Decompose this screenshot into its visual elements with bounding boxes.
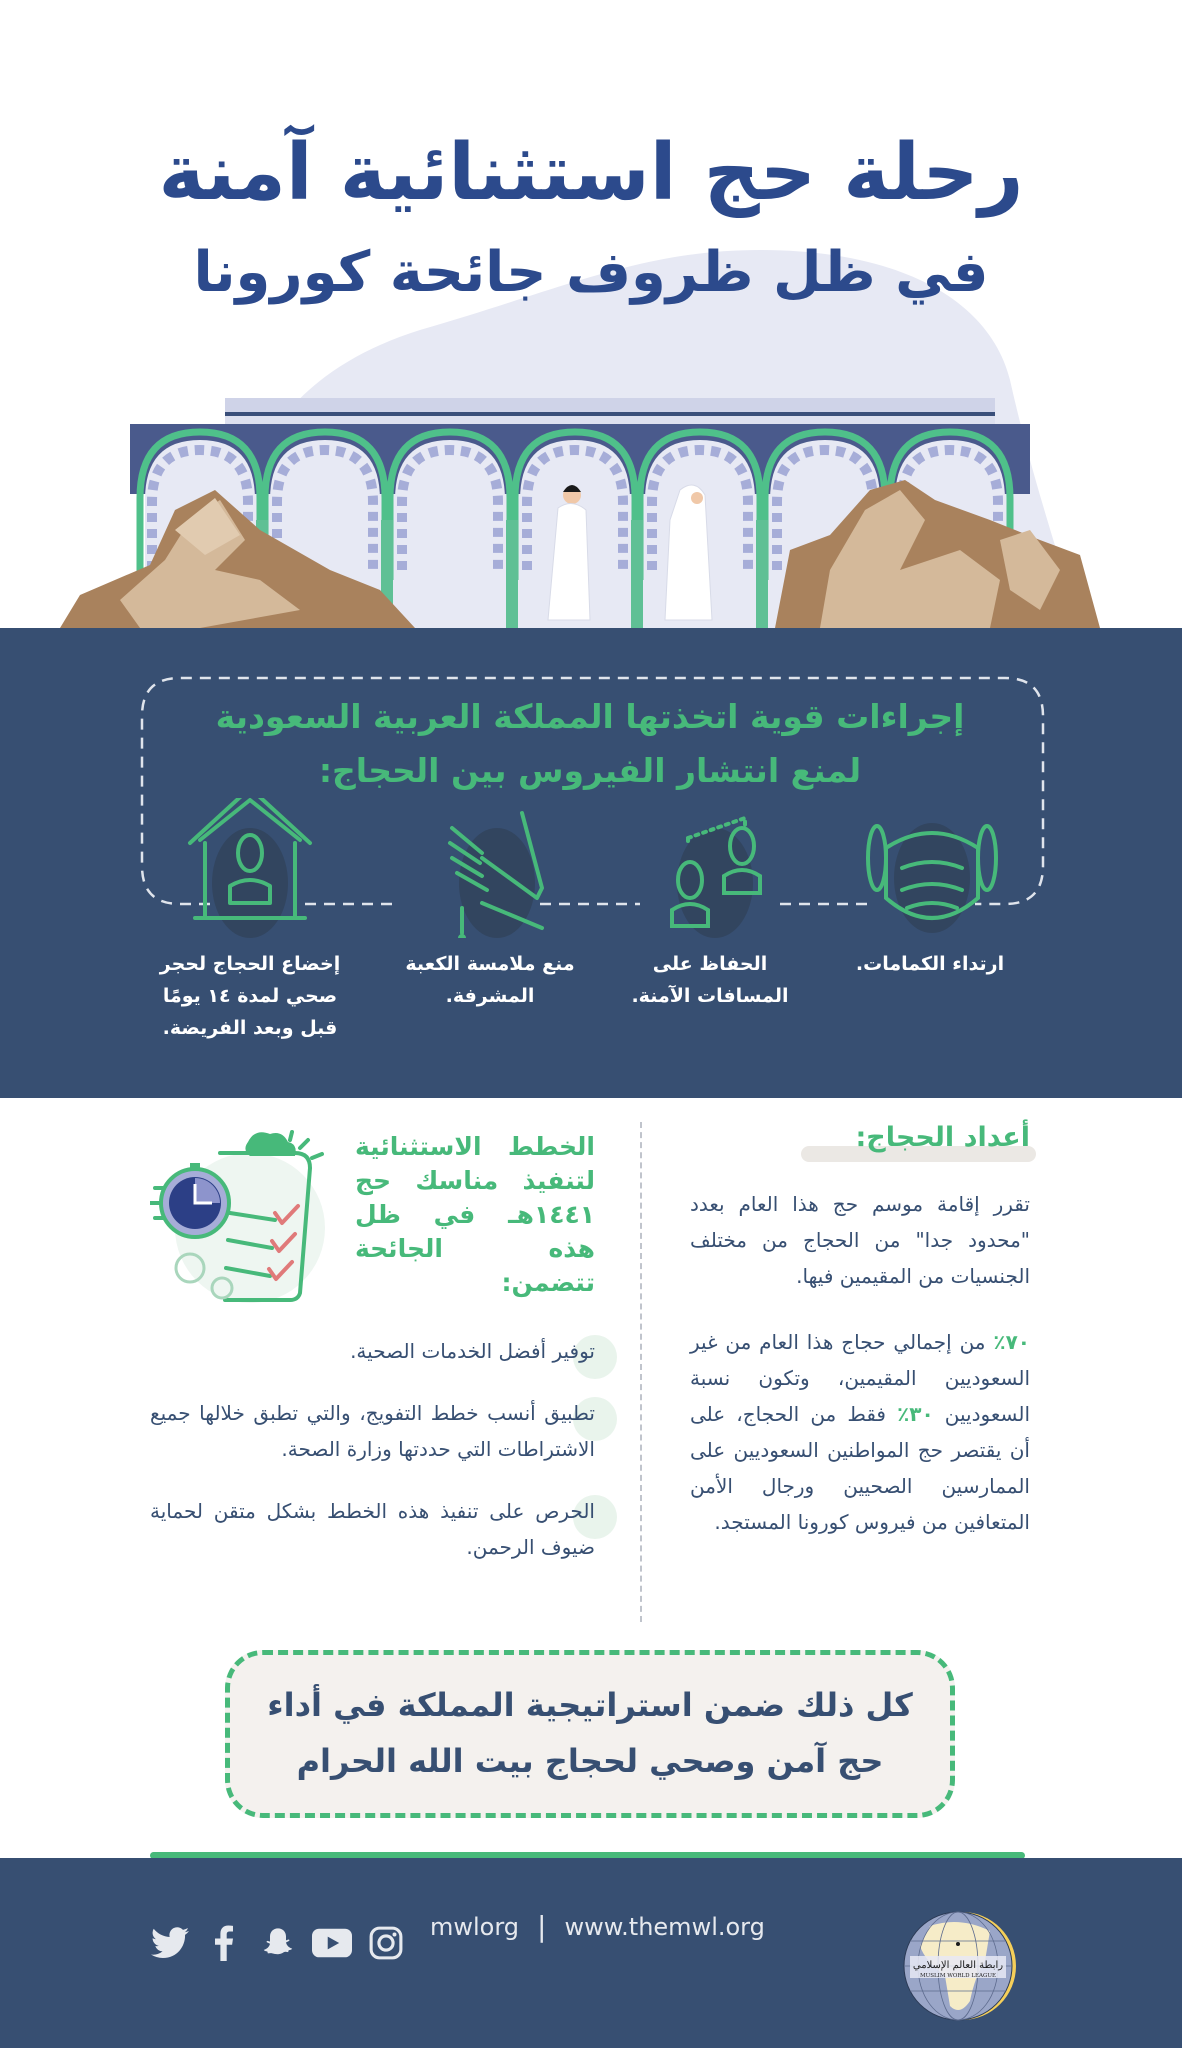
haram-arches-illustration <box>0 370 1182 628</box>
social-distance-icon <box>640 798 780 938</box>
hero-section <box>0 0 1182 628</box>
plan-item: تطبيق أنسب خطط التفويج، والتي تطبق خلالها جميع الاشتراطات التي حددتها وزارة الصحة. <box>150 1395 595 1467</box>
measure-label-no-touch: منع ملامسة الكعبة المشرفة. <box>405 953 575 1007</box>
twitter-icon[interactable] <box>150 1923 190 1963</box>
website-link[interactable]: www.themwl.org <box>564 1912 765 1941</box>
instagram-icon[interactable] <box>366 1923 406 1963</box>
plans-list <box>150 1333 595 1565</box>
face-mask-icon <box>862 798 1002 938</box>
social-links <box>150 1918 406 1968</box>
no-touch-hand-icon <box>422 798 562 938</box>
main-title: رحلة حج استثنائية آمنة <box>158 128 1024 218</box>
measures-heading: إجراءات قوية اتخذتها المملكة العربية السعودية لمنع انتشار الفيروس بين الحجاج: <box>215 697 965 790</box>
subtitle: في ظل ظروف جائحة كورونا <box>193 240 989 305</box>
checklist-stopwatch-illustration <box>150 1128 330 1308</box>
measure-label-quarantine: إخضاع الحجاج لحجر صحي لمدة ١٤ يومًا قبل وبعد الفريضة. <box>159 953 341 1039</box>
separator: | <box>537 1910 547 1943</box>
strategy-callout <box>225 1650 955 1818</box>
social-handle[interactable]: mwlorg <box>430 1912 520 1941</box>
percent-non-saudi: ٧٠٪ <box>993 1330 1030 1354</box>
percent-saudi: ٣٠٪ <box>897 1402 934 1426</box>
measure-label-distance: الحفاظ على المسافات الآمنة. <box>631 953 789 1007</box>
pilgrims-title: أعداد الحجاج: <box>855 1122 1030 1153</box>
pilgrims-title-wrap <box>690 1118 1030 1174</box>
youtube-icon[interactable] <box>312 1923 352 1963</box>
details-section <box>0 1098 1182 1858</box>
muslim-world-league-logo <box>900 1906 1020 2026</box>
plan-item: الحرص على تنفيذ هذه الخطط بشكل متقن لحماية ضيوف الرحمن. <box>150 1493 595 1565</box>
pilgrims-count-column <box>690 1118 1030 1540</box>
footer <box>0 1858 1182 2048</box>
plans-heading: الخطط الاستثنائية لتنفيذ مناسك حج ١٤٤١هـ في ظل هذه الجائحة تتضمن: <box>355 1132 595 1297</box>
strategy-text: كل ذلك ضمن استراتيجية المملكة في أداء حج آمن وصحي لحجاج بيت الله الحرام <box>267 1686 913 1780</box>
plan-item: توفير أفضل الخدمات الصحية. <box>150 1333 595 1369</box>
footer-links <box>430 1910 765 1943</box>
column-divider <box>640 1122 642 1622</box>
svg-text:رابطة العالم الإسلامي: رابطة العالم الإسلامي <box>912 1960 1004 1971</box>
snapchat-icon[interactable] <box>258 1923 298 1963</box>
pilgrims-paragraph-2: ٧٠٪ من إجمالي حجاج هذا العام من غير السعوديين المقيمين، وتكون نسبة السعوديين ٣٠٪ فقط من الحجاج، على أن يقتصر حج المواطنين السعوديين على الممارسين الصحيين ورجال الأمن المتعافين من فيروس كورونا المستجد. <box>690 1330 1031 1534</box>
facebook-icon[interactable] <box>204 1923 244 1963</box>
pilgrims-paragraph-1: تقرر إقامة موسم حج هذا العام بعدد "محدود جدا" من الحجاج من مختلف الجنسيات من المقيمين فيها. <box>690 1192 1030 1288</box>
measure-label-masks: ارتداء الكمامات. <box>855 953 1005 975</box>
measures-section <box>0 628 1182 1098</box>
home-quarantine-icon <box>180 798 320 938</box>
svg-text:MUSLIM WORLD LEAGUE: MUSLIM WORLD LEAGUE <box>919 1973 997 1979</box>
